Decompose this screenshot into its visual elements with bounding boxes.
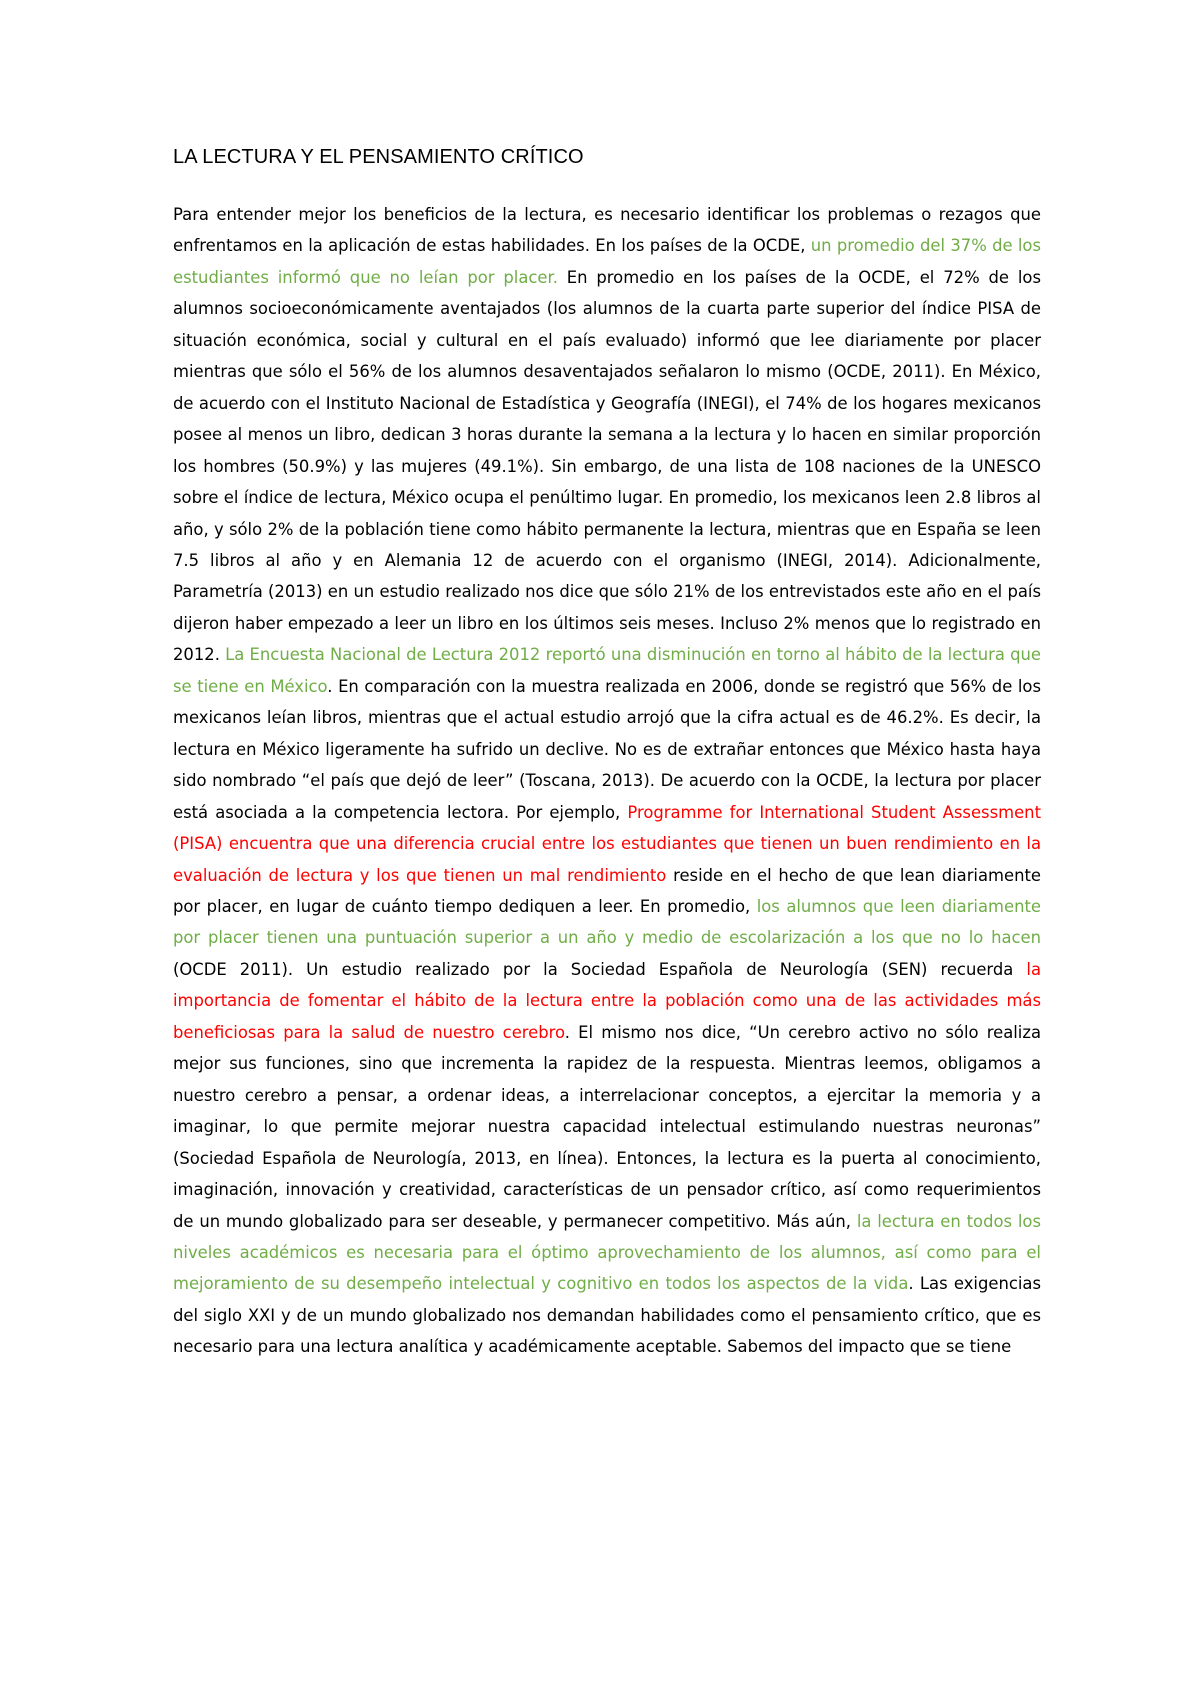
highlight-green-ocde-reading: un promedio del 37% de los estudiantes informó que no leían por placer. [173,236,1042,287]
highlight-green-encuesta-nacional: La Encuesta Nacional de Lectura 2012 reportó una disminución en torno al hábito de la lectura que se tiene en México [173,645,1041,696]
text-segment: reside en el hecho de que lean diariamente por placer, en lugar de cuánto tiempo dediquen a leer. En promedio, [173,865,1041,916]
highlight-red-brain-health: la importancia de fomentar el hábito de la lectura entre la población como una de las actividades más beneficiosas para la salud de nuestro cerebro [173,959,1041,1042]
text-segment: Para entender mejor los beneficios de la lectura, es necesario identificar los problemas o rezagos que enfrentamos en la aplicación de estas habilidades. En los países de la OCDE, [173,205,1041,256]
body-paragraph [173,199,1041,1363]
text-segment: . Las exigencias del siglo XXI y de un mundo globalizado nos demandan habilidades como el pensamiento crítico, que es necesario para una lectura analítica y académicamente aceptable. Sabemos del impacto que se tiene [173,1274,1041,1357]
highlight-red-pisa: Programme for International Student Assessment (PISA) encuentra que una diferencia crucial entre los estudiantes que tienen un buen rendimiento en la evaluación de lectura y los que tienen un mal rendimiento [173,802,1041,885]
text-segment: (OCDE 2011). Un estudio realizado por la Sociedad Española de Neurología (SEN) recuerda [173,959,1027,979]
highlight-green-daily-readers: los alumnos que leen diariamente por placer tienen una puntuación superior a un año y medio de escolarización a los que no lo hacen [173,896,1041,948]
text-segment: . El mismo nos dice, “Un cerebro activo no sólo realiza mejor sus funciones, sino que incrementa la rapidez de la respuesta. Mientras leemos, obligamos a nuestro cerebro a pensar, a ordenar ideas, a interrelacionar conceptos, a ejercitar la memoria y a imaginar, lo que permite mejorar nuestra capacidad intelectual estimulando nuestras neuronas” (Sociedad Española de Neurología, 2013, en línea). Entonces, la lectura es la puerta al conocimiento, imaginación, innovación y creatividad, características de un pensador crítico, así como requerimientos de un mundo globalizado para ser deseable, y permanecer competitivo. Más aún, [173,1022,1041,1231]
text-segment: . En comparación con la muestra realizada en 2006, donde se registró que 56% de los mexicanos leían libros, mientras que el actual estudio arrojó que la cifra actual es de 46.2%. Es decir, la lectura en México ligeramente ha sufrido un declive. No es de extrañar entonces que México hasta haya sido nombrado “el país que dejó de leer” (Toscana, 2013). De acuerdo con la OCDE, la lectura por placer está asociada a la competencia lectora. Por ejemplo, [173,676,1041,822]
document-title: LA LECTURA Y EL PENSAMIENTO CRÍTICO [173,146,584,168]
text-segment: En promedio en los países de la OCDE, el 72% de los alumnos socioeconómicamente aventajados (los alumnos de la cuarta parte superior del índice PISA de situación económica, social y cultural en el país evaluado) informó que lee diariamente por placer mientras que sólo el 56% de los alumnos desaventajados señalaron lo mismo (OCDE, 2011). En México, de acuerdo con el Instituto Nacional de Estadística y Geografía (INEGI), el 74% de los hogares mexicanos posee al menos un libro, dedican 3 horas durante la semana a la lectura y lo hacen en similar proporción los hombres (50.9%) y las mujeres (49.1%). Sin embargo, de una lista de 108 naciones de la UNESCO sobre el índice de lectura, México ocupa el penúltimo lugar. En promedio, los mexicanos leen 2.8 libros al año, y sólo 2% de la población tiene como hábito permanente la lectura, mientras que en España se leen 7.5 libros al año y en Alemania 12 de acuerdo con el organismo (INEGI, 2014). Adicionalmente, Parametría (2013) en un estudio realizado nos dice que sólo 21% de los entrevistados este año en el país dijeron haber empezado a leer un libro en los últimos seis meses. Incluso 2% menos que lo registrado en 2012. [173,267,1041,665]
highlight-green-academic-levels: la lectura en todos los niveles académicos es necesaria para el óptimo aprovechamiento de los alumnos, así como para el mejoramiento de su desempeño intelectual y cognitivo en todos los aspectos de la vida [173,1211,1041,1294]
